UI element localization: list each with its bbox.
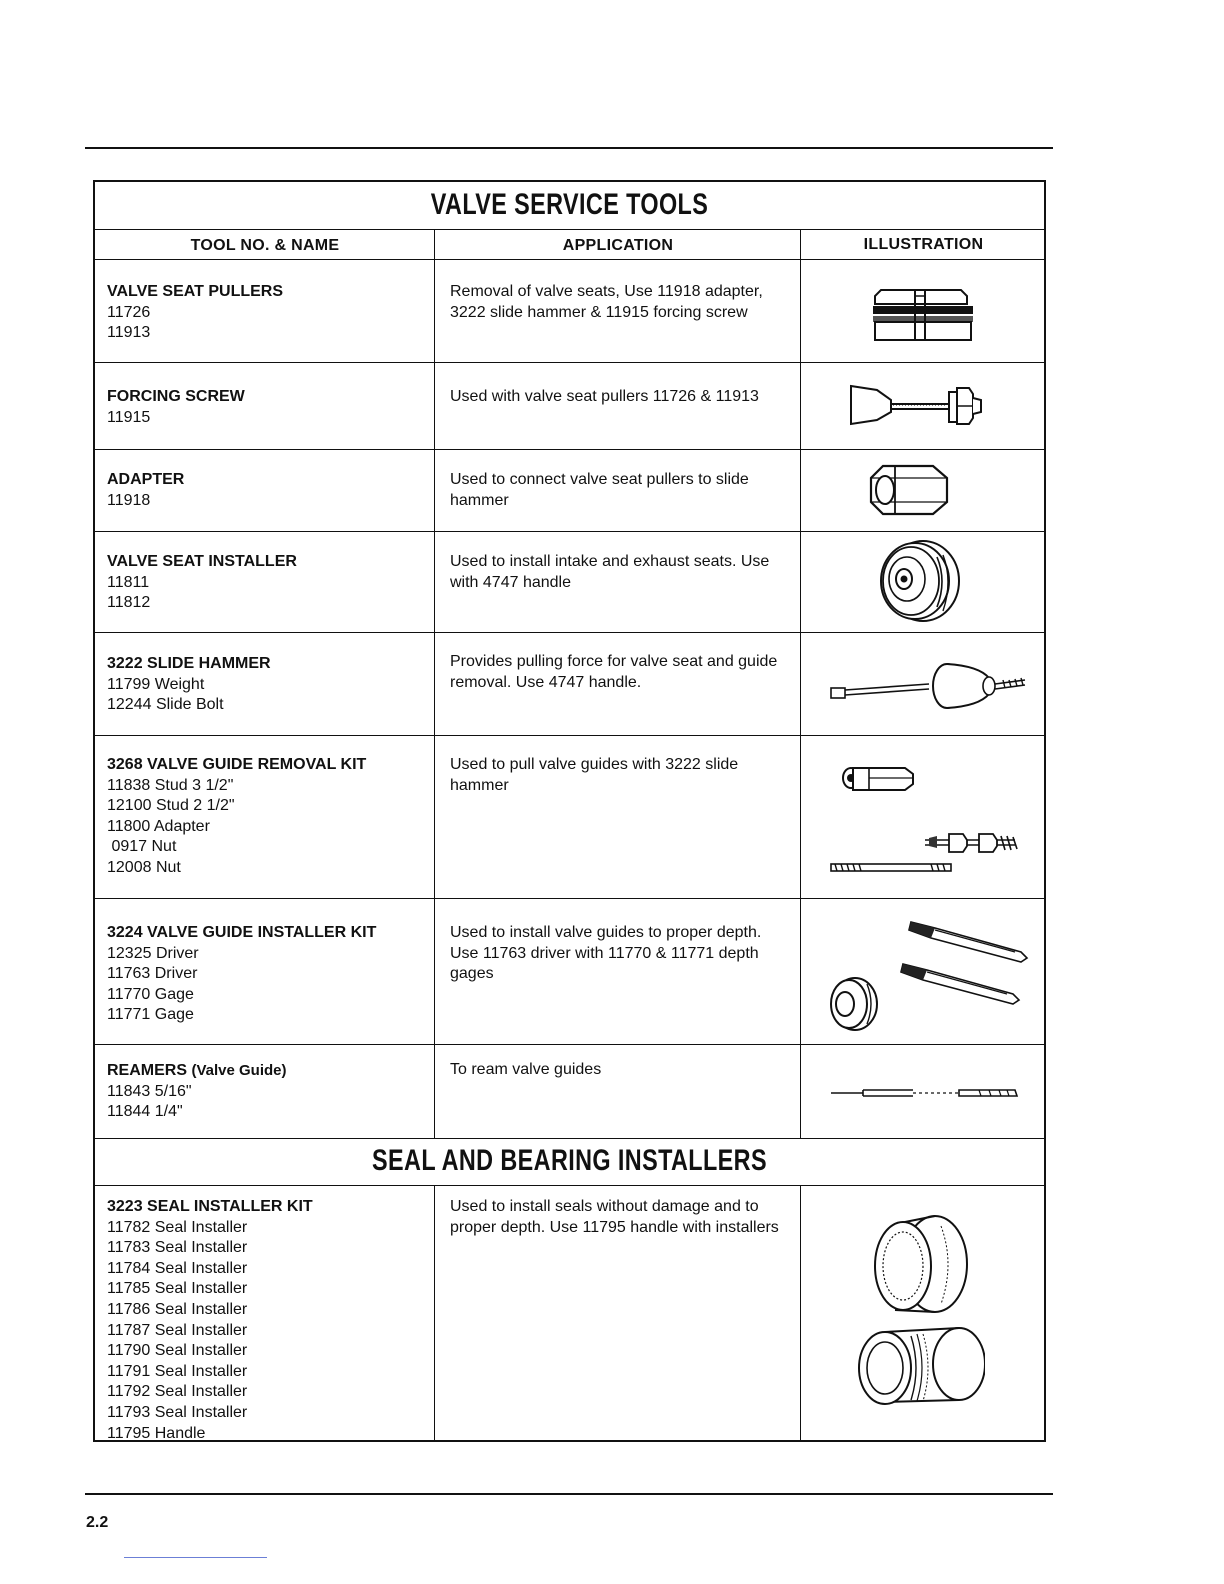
- divider: [95, 229, 1044, 230]
- tool-name-sub: (Valve Guide): [191, 1062, 287, 1079]
- tool-row-valve-seat-installer: [107, 552, 297, 614]
- header-illustration: ILLUSTRATION: [863, 236, 984, 253]
- divider: [95, 259, 1044, 260]
- part-number: 11799 Weight: [107, 675, 205, 693]
- footer-line: [124, 1557, 267, 1558]
- row-divider: [95, 735, 1044, 736]
- row-divider: [95, 898, 1044, 899]
- part-number: 11838 Stud 3 1/2": [107, 776, 234, 794]
- row-divider: [95, 531, 1044, 532]
- footer-rule: [85, 1493, 1053, 1495]
- application-text: Used to install intake and exhaust seats. Use with 4747 handle: [450, 553, 770, 591]
- tool-name: 3222 SLIDE HAMMER: [107, 655, 271, 672]
- tool-name: ADAPTER: [107, 471, 185, 488]
- part-number: 11844 1/4": [107, 1103, 183, 1121]
- row-divider: [95, 632, 1044, 633]
- tool-row-adapter: [107, 470, 184, 511]
- tool-name: [107, 1061, 287, 1082]
- part-number: 11783 Seal Installer: [107, 1239, 248, 1257]
- application-text: Provides pulling force for valve seat and guide removal. Use 4747 handle.: [450, 653, 778, 691]
- row-divider: [95, 362, 1044, 363]
- part-number: 11786 Seal Installer: [107, 1300, 248, 1318]
- tool-row-valve-seat-pullers: [107, 282, 283, 344]
- part-number: 11790 Seal Installer: [107, 1342, 248, 1360]
- part-number: 12325 Driver: [107, 944, 199, 962]
- part-number: 11785 Seal Installer: [107, 1280, 248, 1298]
- column-divider: [434, 1185, 435, 1442]
- tool-name: 3224 VALVE GUIDE INSTALLER KIT: [107, 924, 377, 941]
- row-divider: [95, 449, 1044, 450]
- part-number: 11800 Adapter: [107, 817, 210, 835]
- row-divider: [95, 1044, 1044, 1045]
- application-text: Removal of valve seats, Use 11918 adapter, 3222 slide hammer & 11915 forcing screw: [450, 283, 763, 321]
- part-number: 11726: [107, 303, 151, 321]
- tool-name-main: REAMERS: [107, 1062, 188, 1079]
- tool-name: FORCING SCREW: [107, 388, 245, 405]
- part-number: 11771 Gage: [107, 1006, 194, 1024]
- reamer-icon: [829, 1082, 1029, 1104]
- part-number: 0917 Nut: [107, 838, 177, 856]
- row-divider: [95, 1138, 1044, 1139]
- application-text: Used to install valve guides to proper depth. Use 11763 driver with 11770 & 11771 depth gages: [450, 924, 762, 983]
- application-text: To ream valve guides: [450, 1061, 602, 1078]
- application-text: Used to pull valve guides with 3222 slide hammer: [450, 756, 739, 794]
- application-text: Used to install seals without damage and to proper depth. Use 11795 handle with installers: [450, 1198, 779, 1236]
- seal-section-title: SEAL AND BEARING INSTALLERS: [372, 1144, 767, 1177]
- seat-installer-icon: [871, 535, 967, 631]
- divider: [95, 1185, 1044, 1186]
- guide-installer-kit-icon: [815, 908, 1035, 1038]
- header-tool: TOOL NO. & NAME: [190, 237, 340, 254]
- tool-name: 3223 SEAL INSTALLER KIT: [107, 1198, 313, 1215]
- tool-row-guide-removal-kit: [107, 755, 366, 879]
- tool-row-slide-hammer: [107, 654, 271, 716]
- hex-adapter-icon: [865, 460, 955, 520]
- part-number: 11782 Seal Installer: [107, 1218, 248, 1236]
- part-number: 12100 Stud 2 1/2": [107, 797, 235, 815]
- part-number: 11811: [107, 573, 150, 591]
- header-application: APPLICATION: [562, 237, 674, 254]
- tool-name: VALVE SEAT PULLERS: [107, 283, 284, 300]
- tool-row-forcing-screw: [107, 387, 245, 428]
- valve-section-title: VALVE SERVICE TOOLS: [430, 188, 709, 221]
- slide-hammer-icon: [829, 656, 1029, 716]
- column-divider: [800, 229, 801, 1138]
- part-number: 11795 Handle: [107, 1424, 206, 1442]
- application-text: Used with valve seat pullers 11726 & 11913: [450, 388, 759, 405]
- part-number: 11843 5/16": [107, 1082, 192, 1100]
- tool-row-seal-installer-kit: [107, 1197, 313, 1444]
- application-text: Used to connect valve seat pullers to slide hammer: [450, 471, 749, 509]
- part-number: 12244 Slide Bolt: [107, 696, 224, 714]
- guide-removal-kit-icon: [829, 762, 1029, 874]
- part-number: 11918: [107, 491, 151, 509]
- part-number: 11793 Seal Installer: [107, 1403, 248, 1421]
- part-number: 11913: [107, 324, 151, 342]
- part-number: 12008 Nut: [107, 858, 181, 876]
- part-number: 11812: [107, 594, 151, 612]
- tool-name: 3268 VALVE GUIDE REMOVAL KIT: [107, 756, 367, 773]
- seal-installer-icon: [855, 1202, 985, 1432]
- column-divider: [800, 1185, 801, 1442]
- part-number: 11792 Seal Installer: [107, 1383, 248, 1401]
- valve-seat-puller-icon: [871, 282, 975, 344]
- tool-row-guide-installer-kit: [107, 923, 376, 1026]
- page-number: 2.2: [86, 1514, 109, 1531]
- header-rule: [85, 147, 1053, 149]
- part-number: 11787 Seal Installer: [107, 1321, 248, 1339]
- part-number: 11791 Seal Installer: [107, 1362, 248, 1380]
- column-divider: [434, 229, 435, 1138]
- part-number: 11915: [107, 408, 151, 426]
- tool-row-reamers: [107, 1061, 287, 1123]
- part-number: 11763 Driver: [107, 965, 198, 983]
- part-number: 11770 Gage: [107, 985, 194, 1003]
- tool-name: VALVE SEAT INSTALLER: [107, 553, 297, 570]
- part-number: 11784 Seal Installer: [107, 1259, 248, 1277]
- tools-table: [93, 180, 1046, 1442]
- forcing-screw-icon: [847, 378, 987, 434]
